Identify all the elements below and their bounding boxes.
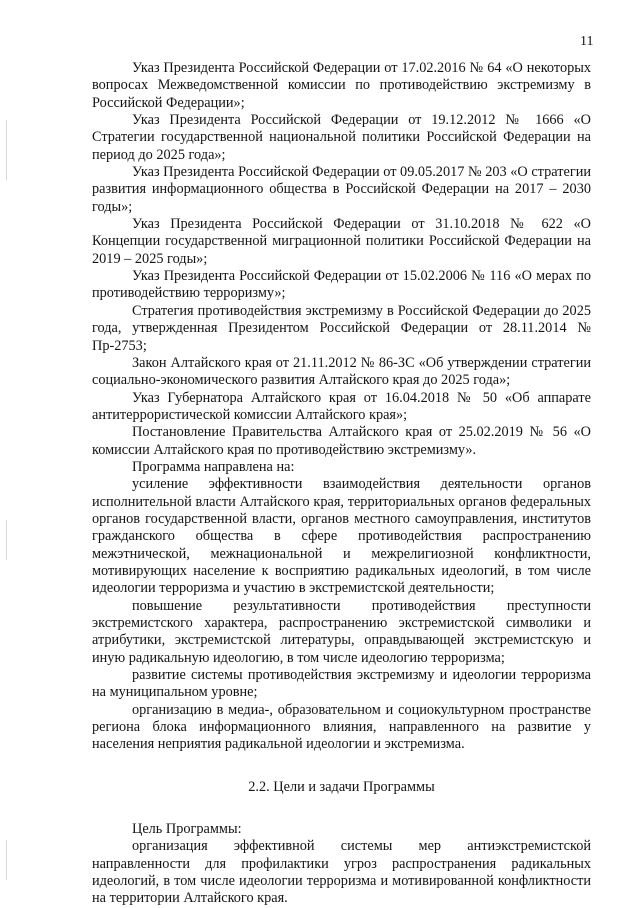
page-number: 11 [580, 34, 594, 49]
goal-text: организация эффективной системы мер антиэкстремистской направленности для профилактики угроз распространения радикальных идеологий, в том числе идеологии терроризма и мотивированной конфликтности на территории Алтайского края. [92, 838, 591, 907]
program-aim-intro: Программа направлена на: [132, 458, 295, 475]
aim-item-municipal: развитие системы противодействия экстремизму и идеологии терроризма на муниципальном уровне; [92, 667, 591, 701]
paragraph-strategy-2025: Стратегия противодействия экстремизму в Российской Федерации до 2025 года, утвержденная Президентом Российской Федерации от 28.11.2014 № Пр-2753; [92, 302, 591, 354]
paragraph-decree-116: Указ Президента Российской Федерации от 15.02.2006 № 116 «О мерах по противодействию терроризму»; [92, 268, 591, 302]
scan-edge-mark [6, 120, 7, 180]
paragraph-law-86: Закон Алтайского края от 21.11.2012 № 86-ЗС «Об утверждении стратегии социально-экономического развития Алтайского края до 2025 года»; [92, 354, 591, 389]
scan-edge-mark [6, 520, 7, 560]
aim-item-information: организацию в медиа-, образовательном и социокультурном пространстве региона блока информационного влияния, направленного на развитие у населения неприятия радикальной идеологии и экстремизма. [92, 701, 591, 753]
paragraph-decree-64: Указ Президента Российской Федерации от 17.02.2016 № 64 «О некоторых вопросах Межведомственной комиссии по противодействию экстремизму в Российской Федерации»; [92, 60, 591, 111]
scan-edge-mark [6, 840, 7, 880]
aim-item-cooperation: усиление эффективности взаимодействия деятельности органов исполнительной власти Алтайского края, территориальных органов федеральных органов государственной власти, органов местного самоуправления, институтов гражданского общества в сфере противодействия распространению межэтнической, межнациональной и межрелигиозной конфликтности, мотивирующих население к восприятию радикальных идеологий, в том числе идеологии терроризма и участию в экстремистской деятельности; [92, 476, 591, 597]
paragraph-decree-1666: Указ Президента Российской Федерации от 19.12.2012 № 1666 «О Стратегии государственной национальной политики Российской Федерации на период до 2025 года»; [92, 112, 591, 163]
paragraph-decree-622: Указ Президента Российской Федерации от 31.10.2018 № 622 «О Концепции государственной миграционной политики Российской Федерации на 2019 – 2025 годы»; [92, 216, 591, 267]
section-heading: 2.2. Цели и задачи Программы [248, 778, 435, 795]
paragraph-decree-203: Указ Президента Российской Федерации от 09.05.2017 № 203 «О стратегии развития информационного общества в Российской Федерации на 2017 – 2030 годы»; [92, 164, 591, 215]
paragraph-governor-decree-50: Указ Губернатора Алтайского края от 16.04.2018 № 50 «Об аппарате антитеррористической комиссии Алтайского края»; [92, 389, 591, 423]
document-body [92, 60, 591, 908]
paragraph-resolution-56: Постановление Правительства Алтайского края от 25.02.2019 № 56 «О комиссии Алтайского края по противодействию экстремизму». [92, 424, 591, 458]
goal-label: Цель Программы: [132, 821, 242, 838]
aim-item-effectiveness: повышение результативности противодействия преступности экстремистского характера, распространению экстремистской символики и атрибутики, экстремистской литературы, оправдывающей экстремистскую и иную радикальную идеологию, в том числе идеологию терроризма; [92, 597, 591, 666]
